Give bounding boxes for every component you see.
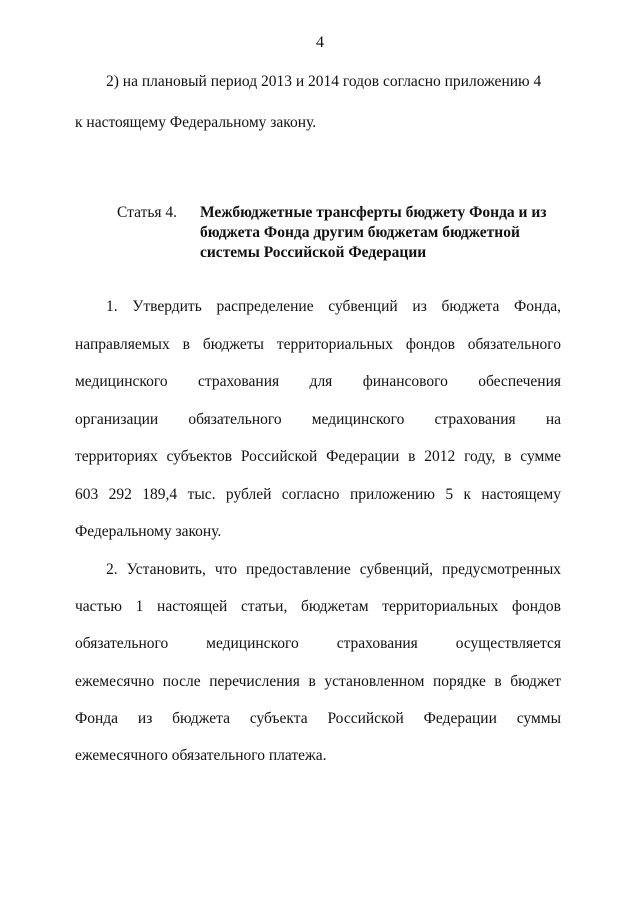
intro-line-2: к настоящему Федеральному закону. — [75, 114, 317, 131]
page-number: 4 — [316, 34, 324, 51]
paragraph2-line-2: частью 1 настоящей статьи, бюджетам территориальных фондов — [75, 598, 561, 615]
paragraph1-line-6: 603 292 189,4 тыс. рублей согласно приложению 5 к настоящему — [75, 486, 561, 503]
paragraph1-line-3: медицинского страхования для финансового обеспечения — [75, 373, 561, 390]
paragraph1-line-2: направляемых в бюджеты территориальных фондов обязательного — [75, 336, 561, 353]
article-title-line-3: системы Российской Федерации — [200, 244, 427, 261]
paragraph2-line-5: Фонда из бюджета субъекта Российской Федерации суммы — [75, 710, 561, 727]
paragraph2-line-1: 2. Установить, что предоставление субвенций, предусмотренных — [106, 561, 561, 578]
paragraph1-line-7: Федеральному закону. — [75, 523, 222, 540]
paragraph1-line-5: территориях субъектов Российской Федерации в 2012 году, в сумме — [75, 448, 561, 465]
intro-line-1: 2) на плановый период 2013 и 2014 годов согласно приложению 4 — [106, 73, 542, 90]
paragraph2-line-4: ежемесячно после перечисления в установленном порядке в бюджет — [75, 673, 561, 690]
article-title — [200, 203, 570, 263]
paragraph2-line-3: обязательного медицинского страхования осуществляется — [75, 635, 561, 652]
article-title-line-1: Межбюджетные трансферты бюджету Фонда и из — [200, 204, 547, 221]
article-label: Статья 4. — [117, 204, 178, 221]
paragraph1-line-1: 1. Утвердить распределение субвенций из бюджета Фонда, — [106, 298, 561, 315]
article-title-line-2: бюджета Фонда другим бюджетам бюджетной — [200, 224, 520, 241]
paragraph2-line-6: ежемесячного обязательного платежа. — [75, 747, 327, 764]
paragraph1-line-4: организации обязательного медицинского страхования на — [75, 411, 561, 428]
